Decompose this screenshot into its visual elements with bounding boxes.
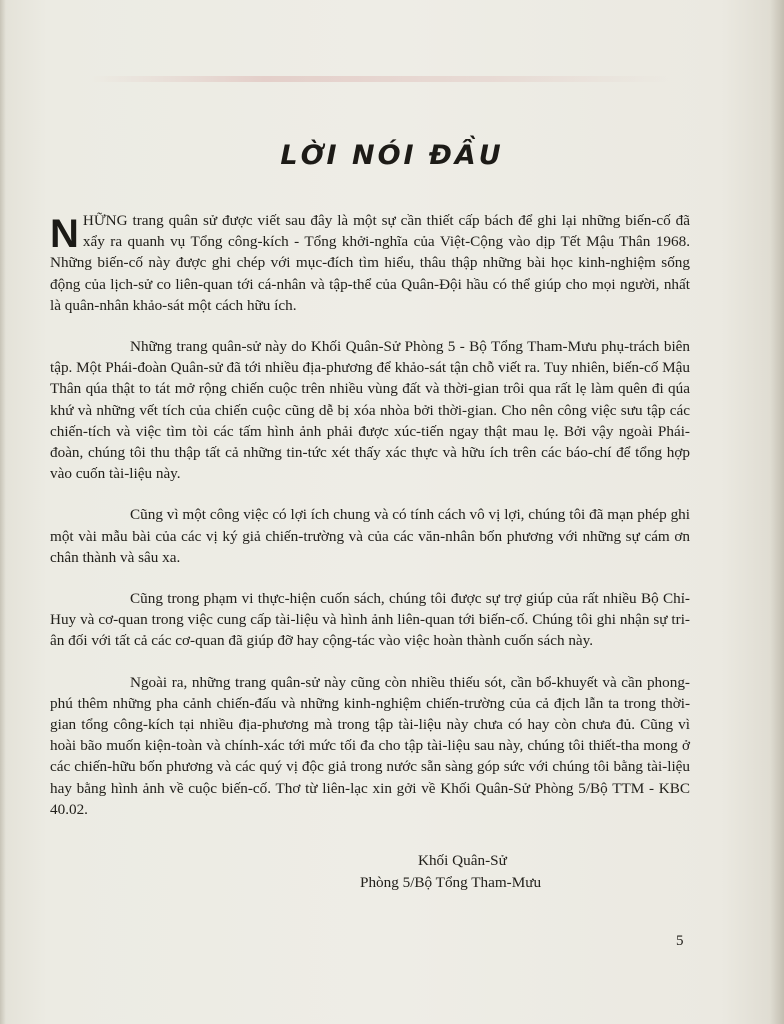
signature-line-2: Phòng 5/Bộ Tổng Tham-Mưu [360, 874, 542, 891]
paragraph-3: Cũng vì một công việc có lợi ích chung và có tính cách vô vị lợi, chúng tôi đã mạn phép ghi một vài mẫu bài của các vị ký giả chiến-trường và của các văn-nhân bốn phương với những sự cám ơn chân thành và sâu xa. [50, 506, 690, 566]
paragraph-5: Ngoài ra, những trang quân-sử này cũng còn nhiều thiếu sót, cần bổ-khuyết và cần phong-phú thêm những pha cảnh chiến-đấu và những kinh-nghiệm chiến-trường của cả địch lẫn ta trong thời-gian tổng công-kích tại nhiều địa-phương mà trong tập tài-liệu này chưa có hay còn chưa đủ. Cũng vì hoài bão muốn kiện-toàn và chính-xác tới mức tối đa cho tập tài-liệu sau này, chúng tôi thiết-tha mong ở các chiến-hữu bốn phương và các quý vị độc giả trong nước sẵn sàng góp sức với chúng tôi bằng tài-liệu hay bằng hình ảnh về cuộc biến-cố. Thơ từ liên-lạc xin gởi về Khối Quân-Sử Phòng 5/Bộ TTM - KBC 40.02. [50, 673, 690, 818]
signature-line-1: Khối Quân-Sử [418, 852, 507, 869]
paragraph-4: Cũng trong phạm vi thực-hiện cuốn sách, chúng tôi được sự trợ giúp của rất nhiều Bộ Chỉ-Huy và cơ-quan trong việc cung cấp tài-liệu và hình ảnh liên-quan tới biến-cố. Chúng tôi ghi nhận sự tri-ân đối với tất cả các cơ-quan đã giúp đỡ hay cộng-tác vào việc hoàn thành cuốn sách này. [50, 590, 690, 650]
paragraph-1 [50, 210, 690, 316]
paragraph-2: Những trang quân-sử này do Khối Quân-Sử Phòng 5 - Bộ Tổng Tham-Mưu phụ-trách biên tập. Một Phái-đoàn Quân-sử đã tới nhiều địa-phương để khảo-sát tận chỗ viết ra. Tuy nhiên, biến-cố Mậu Thân qúa thật to tát mở rộng chiến cuộc trên nhiều vùng đất và thời-gian trôi qua rất lẹ làm quên đi qúa khứ và những vết tích của chiến cuộc cũng dễ bị xóa nhòa bởi thời-gian. Cho nên công việc sưu tập các chiến-tích và việc tìm tòi các tấm hình ảnh phải được xúc-tiến ngay thật mau lẹ. Bởi vậy ngoài Phái-đoàn, chúng tôi thu thập tất cả những tin-tức xét thấy xác thực và hữu ích trên các báo-chí để tổng hợp vào cuốn tài-liệu này. [50, 338, 690, 483]
document-body [50, 210, 690, 840]
paragraph-1-text: trang quân sử được viết sau đây là một sự cần thiết cấp bách để ghi lại những biến-cố đã xẩy ra quanh vụ Tổng công-kích - Tổng khởi-nghĩa của Việt-Cộng vào dịp Tết Mậu Thân 1968. Những biến-cố này được ghi chép với mục-đích tìm hiểu, thâu thập những bài học kinh-nghiệm sống động của lịch-sử co liên-quan tới cá-nhân và tập-thể của Quân-Đội hầu có thể giúp cho mọi người, nhất là quân-nhân khảo-sát một cách hữu ích. [50, 212, 690, 314]
page-stain [90, 76, 670, 82]
page-title: LỜI NÓI ĐẦU [280, 140, 504, 171]
page-number: 5 [676, 933, 684, 949]
signature-block [360, 850, 541, 894]
paragraph-1-lead: HỮNG [82, 212, 128, 229]
drop-cap: N [50, 212, 79, 256]
